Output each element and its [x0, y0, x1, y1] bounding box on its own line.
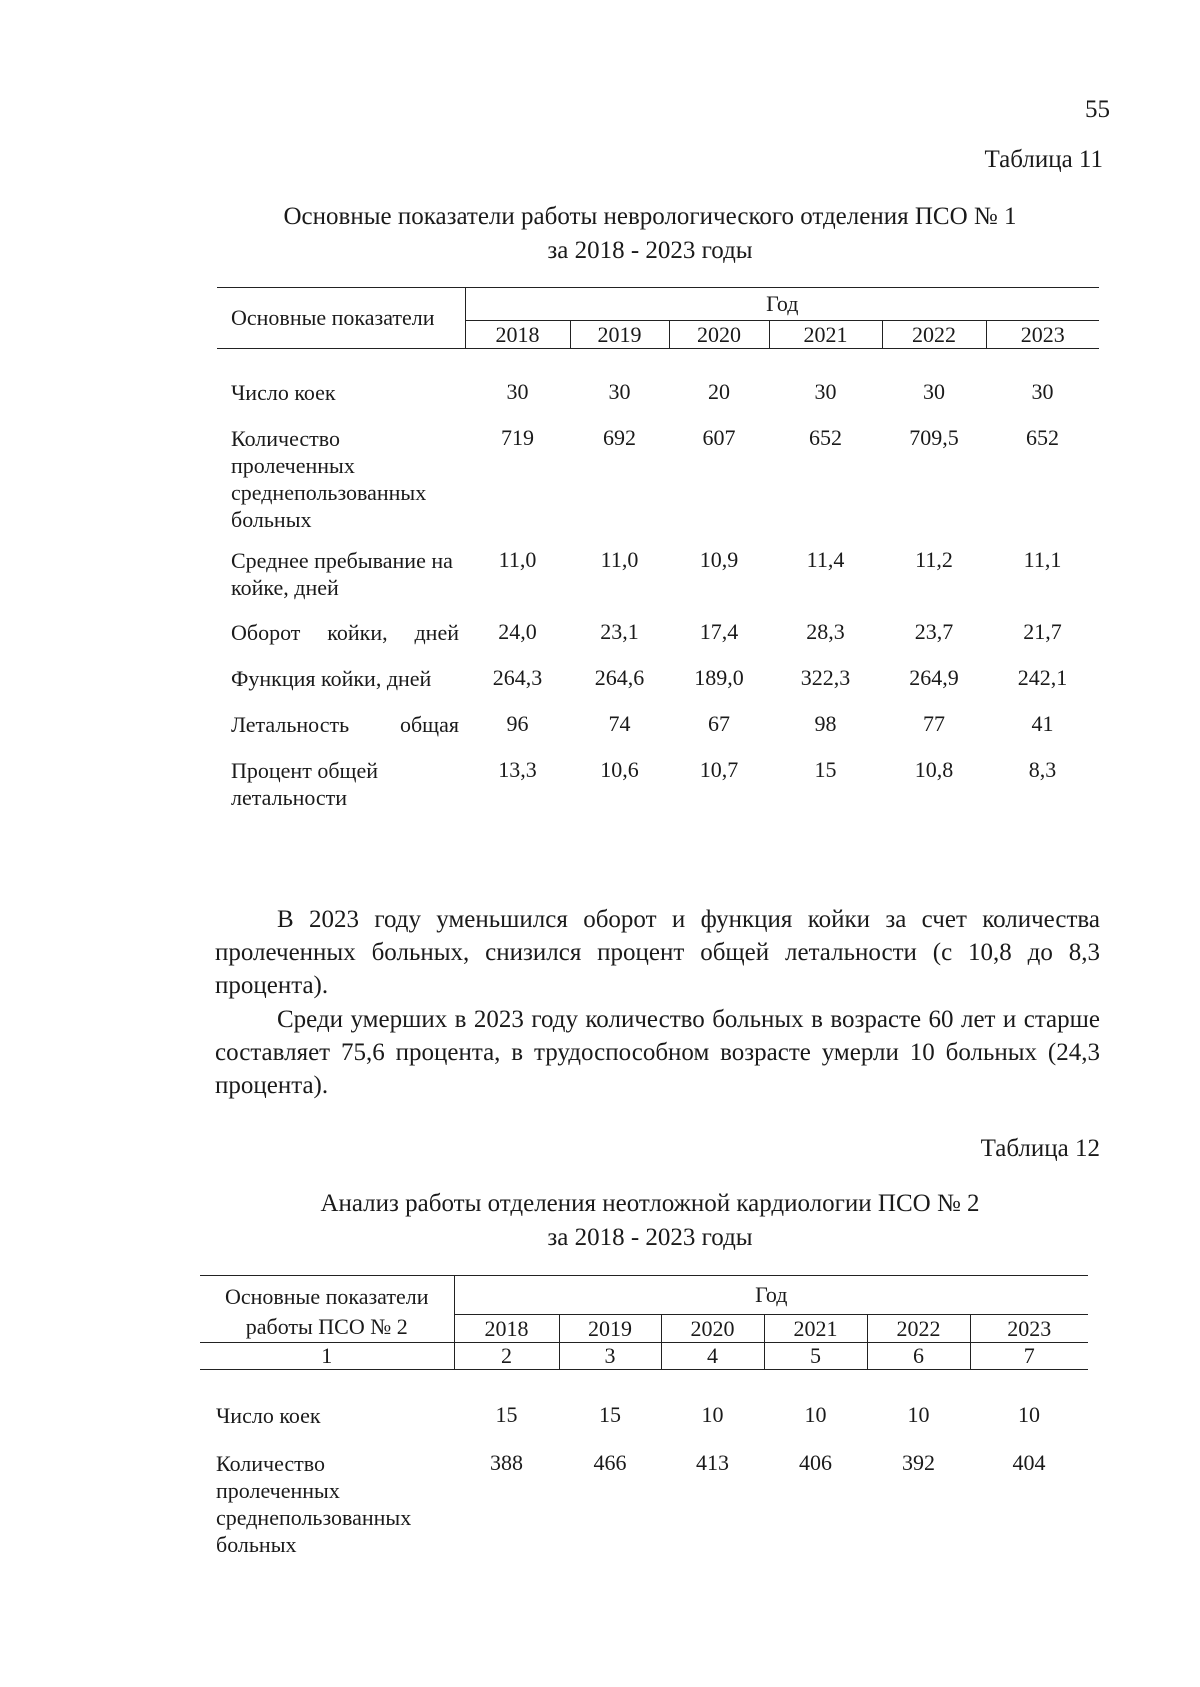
cell: 719 — [501, 424, 534, 450]
table-12-year-2020: 2020 — [661, 1315, 764, 1343]
row-label: Процент общей летальности — [231, 757, 378, 810]
column-number: 6 — [867, 1343, 970, 1370]
row-label: Количество пролеченных среднепользованных больных — [231, 425, 427, 532]
cell: 74 — [608, 710, 631, 736]
table-12-header-indicator — [200, 1276, 454, 1343]
cell: 388 — [490, 1449, 523, 1475]
cell: 10,8 — [914, 756, 954, 782]
paragraph-1 — [215, 903, 1100, 1002]
cell: 30 — [506, 378, 529, 404]
table-11-caption: Таблица 11 — [984, 146, 1103, 173]
cell: 413 — [696, 1449, 729, 1475]
cell: 189,0 — [694, 664, 744, 690]
cell: 264,9 — [909, 664, 959, 690]
cell: 322,3 — [800, 664, 851, 690]
column-number: 7 — [970, 1343, 1088, 1370]
cell: 264,6 — [594, 664, 645, 690]
cell: 692 — [603, 424, 636, 450]
cell: 30 — [608, 378, 631, 404]
table-12-year-2021: 2021 — [764, 1315, 867, 1343]
row-label: Оборот койки, дней — [231, 619, 459, 645]
column-number: 1 — [200, 1343, 454, 1370]
row-label: Количество пролеченных среднепользованных больных — [216, 1450, 412, 1557]
cell: 67 — [708, 710, 730, 736]
paragraph-2-text: Среди умерших в 2023 году количество больных в возрасте 60 лет и старше составляет 75,6 процента, в трудоспособном возрасте умерли 10 больных (24,3 процента). — [215, 1006, 1100, 1099]
cell: 10 — [1018, 1401, 1040, 1427]
table-11-year-2018: 2018 — [465, 321, 570, 349]
table-11-header-year: Год — [465, 288, 1099, 321]
cell: 11,2 — [915, 546, 953, 572]
column-number: 4 — [661, 1343, 764, 1370]
column-number: 5 — [764, 1343, 867, 1370]
table-row — [217, 711, 1099, 757]
table-12-header-indicator-line1: Основные показатели — [224, 1284, 429, 1309]
row-label: Число коек — [231, 379, 336, 405]
table-12-year-2019: 2019 — [559, 1315, 661, 1343]
cell: 23,7 — [914, 618, 954, 644]
table-11-year-2020: 2020 — [669, 321, 769, 349]
table-11-title-line1: Основные показатели работы неврологического отделения ПСО № 1 — [283, 203, 1017, 230]
table-11-header-indicator: Основные показатели — [217, 288, 465, 349]
table-11-year-2021: 2021 — [769, 321, 882, 349]
paragraph-1-text: В 2023 году уменьшился оборот и функция койки за счет количества пролеченных больных, снизился процент общей летальности (с 10,8 до 8,3 процента). — [215, 906, 1100, 999]
cell: 41 — [1031, 710, 1054, 736]
table-11-title — [215, 200, 1085, 268]
cell: 10,6 — [600, 756, 639, 782]
cell: 98 — [814, 710, 837, 736]
cell: 11,1 — [1023, 546, 1062, 572]
table-12-title — [215, 1187, 1085, 1255]
cell: 30 — [814, 378, 837, 404]
table-row — [217, 665, 1099, 711]
column-number: 2 — [454, 1343, 559, 1370]
table-11-year-2022: 2022 — [882, 321, 986, 349]
row-label: Число коек — [216, 1402, 321, 1428]
cell: 264,3 — [492, 664, 543, 690]
cell: 10,9 — [699, 546, 739, 572]
cell: 21,7 — [1023, 618, 1062, 644]
table-12-header-year: Год — [454, 1276, 1088, 1315]
cell: 11,0 — [498, 546, 537, 572]
cell: 15 — [599, 1401, 621, 1427]
cell: 15 — [814, 756, 837, 782]
table-12-header-indicator-line2: работы ПСО № 2 — [245, 1314, 408, 1339]
cell: 96 — [506, 710, 529, 736]
cell: 404 — [1012, 1449, 1046, 1475]
table-12-caption: Таблица 12 — [980, 1135, 1100, 1162]
table-11-year-2023: 2023 — [986, 321, 1099, 349]
cell: 10 — [907, 1401, 930, 1427]
table-12 — [200, 1275, 1088, 1570]
paragraph-2 — [215, 1003, 1100, 1102]
cell: 23,1 — [600, 618, 639, 644]
table-row — [217, 619, 1099, 665]
cell: 28,3 — [806, 618, 845, 644]
table-row — [217, 425, 1099, 547]
table-11-title-line2: за 2018 - 2023 годы — [547, 237, 753, 264]
table-row — [200, 1450, 1088, 1570]
row-label: Летальность общая — [231, 711, 459, 737]
table-row — [217, 379, 1099, 425]
cell: 10,7 — [699, 756, 739, 782]
column-number: 3 — [559, 1343, 661, 1370]
cell: 30 — [923, 378, 945, 404]
table-12-year-2022: 2022 — [867, 1315, 970, 1343]
cell: 13,3 — [498, 756, 537, 782]
cell: 11,4 — [806, 546, 845, 572]
table-12-year-2018: 2018 — [454, 1315, 559, 1343]
table-12-year-2023: 2023 — [970, 1315, 1088, 1343]
cell: 11,0 — [600, 546, 639, 572]
cell: 77 — [923, 710, 945, 736]
cell: 406 — [799, 1449, 832, 1475]
table-11-year-2019: 2019 — [570, 321, 669, 349]
table-12-title-line2: за 2018 - 2023 годы — [547, 1224, 753, 1251]
table-12-title-line1: Анализ работы отделения неотложной кардиологии ПСО № 2 — [320, 1190, 980, 1217]
cell: 24,0 — [498, 618, 537, 644]
page-number: 55 — [1085, 96, 1110, 123]
row-label: Среднее пребывание на койке, дней — [231, 547, 453, 600]
cell: 607 — [702, 424, 736, 450]
table-row — [200, 1402, 1088, 1450]
cell: 15 — [495, 1401, 518, 1427]
table-11 — [217, 287, 1099, 813]
cell: 392 — [902, 1449, 935, 1475]
cell: 652 — [809, 424, 842, 450]
cell: 466 — [593, 1449, 627, 1475]
cell: 8,3 — [1028, 756, 1057, 782]
table-row — [217, 757, 1099, 813]
cell: 652 — [1026, 424, 1059, 450]
cell: 30 — [1031, 378, 1054, 404]
cell: 17,4 — [699, 618, 739, 644]
cell: 10 — [701, 1401, 724, 1427]
cell: 242,1 — [1017, 664, 1068, 690]
table-row — [217, 547, 1099, 619]
cell: 20 — [708, 378, 730, 404]
cell: 709,5 — [909, 424, 959, 450]
row-label: Функция койки, дней — [231, 665, 432, 691]
cell: 10 — [804, 1401, 827, 1427]
